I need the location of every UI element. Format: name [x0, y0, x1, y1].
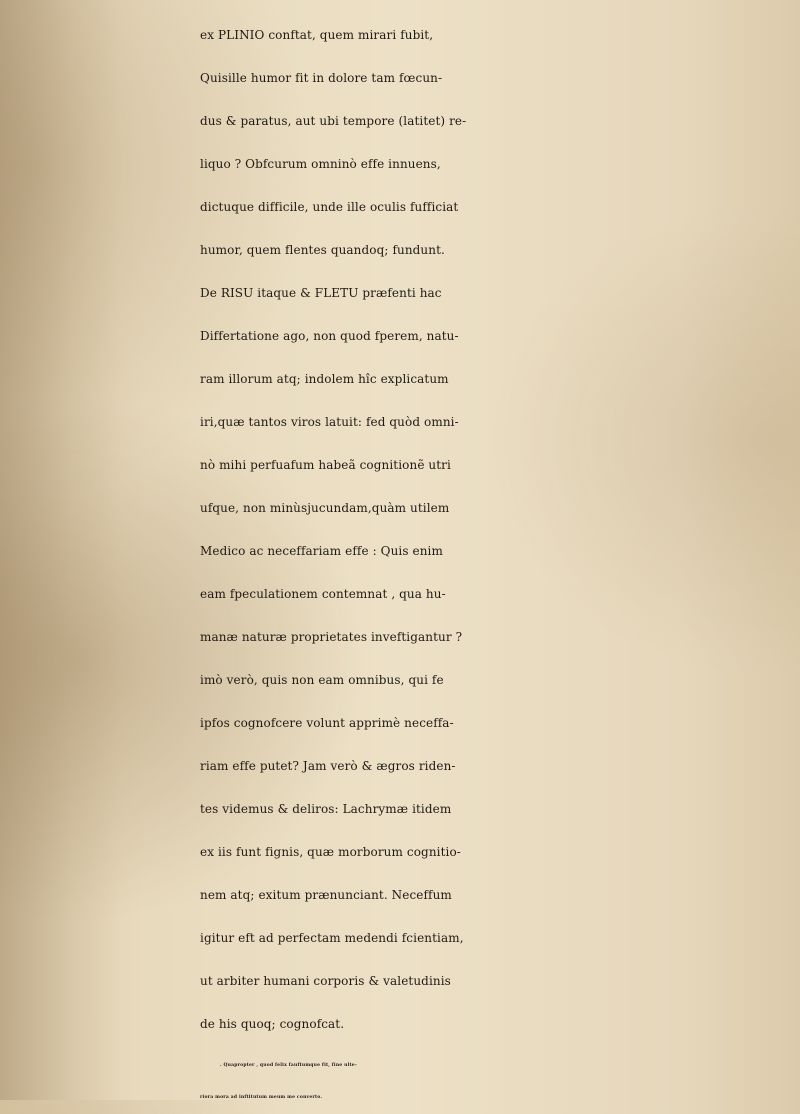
text-line: riam effe putet? Jam verò & ægros riden- — [200, 759, 456, 773]
page-gutter-shadow — [0, 0, 120, 1100]
text-line: nem atq; exitum prænunciant. Neceffum — [200, 888, 452, 902]
text-line: dictuque difficile, unde ille oculis fufficiat — [200, 200, 459, 214]
text-line: de his quoq; cognofcat. — [200, 1017, 345, 1031]
text-line: dus & paratus, aut ubi tempore (latitet) re- — [200, 114, 467, 128]
text-line: ex iis funt fignis, quæ morborum cognitio- — [200, 845, 461, 859]
text-line: tes videmus & deliros: Lachrymæ itidem — [200, 802, 452, 816]
text-line: liquo ? Obfcurum omninò effe innuens, — [200, 157, 441, 171]
text-line: Medico ac neceffariam effe : Quis enim — [200, 544, 443, 558]
text-line: iri,quæ tantos viros latuit: fed quòd omni- — [200, 415, 459, 429]
text-line: ut arbiter humani corporis & valetudinis — [200, 974, 451, 988]
text-line: Differtatione ago, non quod fperem, natu- — [200, 329, 459, 343]
text-line: humor, quem flentes quandoq; fundunt. — [200, 243, 445, 257]
text-line: eam fpeculationem contemnat , qua hu- — [200, 587, 446, 601]
closing-line: . Quapropter , quod felix fauftumque fit, fine ulte- — [220, 1063, 357, 1068]
text-line: nò mihi perfuafum habeã cognitionẽ utri — [200, 458, 451, 472]
text-line: manæ naturæ proprietates inveftigantur ? — [200, 630, 463, 644]
text-line: ipfos cognofcere volunt apprimè neceffa- — [200, 716, 454, 730]
text-line: igitur eft ad perfectam medendi fcientiam, — [200, 931, 464, 945]
main-text-block — [200, 14, 800, 1114]
text-line: De RISU itaque & FLETU præfenti hac — [200, 286, 442, 300]
text-line: ex PLINIO conftat, quem mirari fubit, — [200, 28, 434, 42]
closing-line: riora mora ad inftitutum meum me converto. — [200, 1095, 323, 1100]
text-line: ufque, non minùsjucundam,quàm utilem — [200, 501, 450, 515]
text-line: imò verò, quis non eam omnibus, qui fe — [200, 673, 444, 687]
text-line: ram illorum atq; indolem hîc explicatum — [200, 372, 449, 386]
text-line: Quisille humor fit in dolore tam fœcun- — [200, 71, 443, 85]
